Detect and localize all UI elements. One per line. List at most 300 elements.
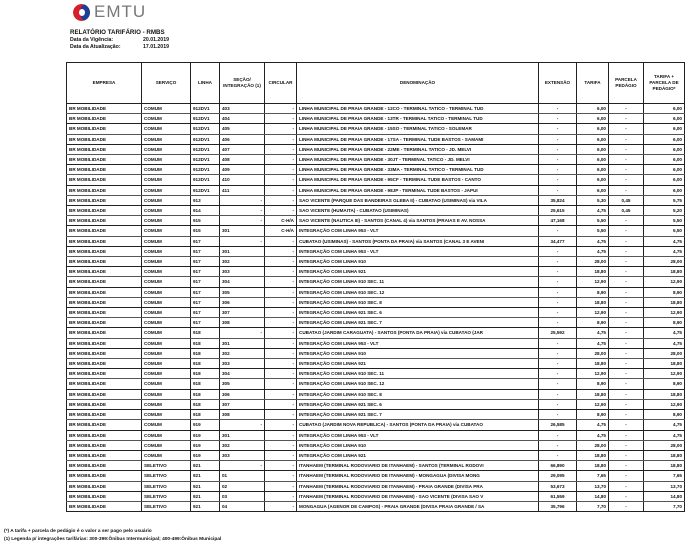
cell-extensao: - — [539, 134, 577, 144]
cell-servico: SELETIVO — [142, 481, 191, 491]
cell-tarifa-total: 14,80 — [644, 491, 685, 501]
cell-circular: - — [265, 206, 297, 216]
cell-tarifa: 18,80 — [577, 450, 609, 460]
cell-tarifa-total: 12,90 — [644, 399, 685, 409]
cell-linha: 918 — [191, 328, 220, 338]
table-row — [67, 175, 685, 185]
table-row — [67, 359, 685, 369]
cell-secao: 307 — [220, 399, 265, 409]
cell-linha: 912DV1 — [191, 114, 220, 124]
cell-empresa: BR MOBILIDADE — [67, 277, 142, 287]
cell-circular: - — [265, 399, 297, 409]
cell-empresa: BR MOBILIDADE — [67, 144, 142, 154]
cell-secao: 01 — [220, 471, 265, 481]
cell-tarifa-total: 5,50 — [644, 226, 685, 236]
cell-empresa: BR MOBILIDADE — [67, 175, 142, 185]
cell-extensao: 66,890 — [539, 461, 577, 471]
cell-tarifa: 4,75 — [577, 206, 609, 216]
cell-circular: - — [265, 491, 297, 501]
cell-linha: 912DV1 — [191, 165, 220, 175]
cell-parcela-pedagio: - — [609, 471, 644, 481]
cell-denominacao: LINHA MUNICIPAL DE PRAIA GRANDE - 95CF - TERMINAL TUDE BASTOS - CANTO — [297, 175, 539, 185]
table-row — [67, 348, 685, 358]
cell-secao: 411 — [220, 185, 265, 195]
cell-parcela-pedagio: - — [609, 216, 644, 226]
cell-linha: 917 — [191, 257, 220, 267]
cell-parcela-pedagio: - — [609, 348, 644, 358]
cell-parcela-pedagio: - — [609, 461, 644, 471]
cell-circular: C-H/A — [265, 216, 297, 226]
cell-empresa: BR MOBILIDADE — [67, 155, 142, 165]
cell-empresa: BR MOBILIDADE — [67, 379, 142, 389]
cell-parcela-pedagio: - — [609, 318, 644, 328]
cell-linha: 918 — [191, 348, 220, 358]
cell-denominacao: INTEGRAÇÃO COM LINHA 910 — [297, 257, 539, 267]
cell-denominacao: CUBATAO (USIMINAS) - SANTOS (PONTA DA PRAIA) via SANTOS (CANAL 3 E AVENI — [297, 236, 539, 246]
cell-parcela-pedagio: 0,45 — [609, 206, 644, 216]
cell-empresa: BR MOBILIDADE — [67, 348, 142, 358]
cell-linha: 912DV1 — [191, 104, 220, 114]
cell-empresa: BR MOBILIDADE — [67, 328, 142, 338]
cell-linha: 921 — [191, 481, 220, 491]
cell-extensao: - — [539, 348, 577, 358]
cell-secao: 302 — [220, 257, 265, 267]
cell-parcela-pedagio: - — [609, 287, 644, 297]
cell-parcela-pedagio: - — [609, 440, 644, 450]
cell-linha: 917 — [191, 246, 220, 256]
cell-denominacao: INTEGRAÇÃO COM LINHA 921 SEC. 6 — [297, 308, 539, 318]
cell-linha: 918 — [191, 399, 220, 409]
cell-parcela-pedagio: - — [609, 185, 644, 195]
cell-servico: COMUM — [142, 277, 191, 287]
table-row — [67, 318, 685, 328]
cell-servico: COMUM — [142, 379, 191, 389]
cell-tarifa: 7,65 — [577, 471, 609, 481]
cell-servico: COMUM — [142, 104, 191, 114]
cell-extensao: - — [539, 379, 577, 389]
cell-denominacao: INTEGRAÇÃO COM LINHA 921 SEC. 7 — [297, 410, 539, 420]
column-header-tarifa-total: TARIFA + PARCELA DE PEDÁGIO* — [644, 63, 685, 104]
cell-denominacao: ITANHAEM (TERMINAL RODOVIARIO DE ITANHAEM) - SAO VICENTE (DIVISA SAO V — [297, 491, 539, 501]
cell-servico: COMUM — [142, 287, 191, 297]
cell-tarifa-total: 12,90 — [644, 308, 685, 318]
cell-linha: 918 — [191, 410, 220, 420]
vigencia-value: 20.01.2019 — [143, 37, 169, 43]
cell-empresa: BR MOBILIDADE — [67, 165, 142, 175]
cell-linha: 921 — [191, 471, 220, 481]
table-row — [67, 226, 685, 236]
cell-denominacao: LINHA MUNICIPAL DE PRAIA GRANDE - 15SO - TERMINAL TATICO - SOLEMAR — [297, 124, 539, 134]
cell-tarifa: 12,90 — [577, 369, 609, 379]
cell-parcela-pedagio: - — [609, 114, 644, 124]
cell-empresa: BR MOBILIDADE — [67, 257, 142, 267]
cell-linha: 913 — [191, 195, 220, 205]
cell-extensao: - — [539, 369, 577, 379]
cell-secao: 306 — [220, 297, 265, 307]
cell-circular: - — [265, 450, 297, 460]
cell-empresa: BR MOBILIDADE — [67, 226, 142, 236]
cell-servico: COMUM — [142, 430, 191, 440]
cell-denominacao: LINHA MUNICIPAL DE PRAIA GRANDE - 12CO - TERMINAL TATICO - TERMINAL TUD — [297, 104, 539, 114]
column-header-circular: CIRCULAR — [265, 63, 297, 104]
cell-extensao: 29,095 — [539, 471, 577, 481]
cell-circular: - — [265, 348, 297, 358]
cell-secao: 301 — [220, 338, 265, 348]
table-row — [67, 328, 685, 338]
cell-extensao: - — [539, 440, 577, 450]
cell-servico: COMUM — [142, 348, 191, 358]
cell-extensao: 47,168 — [539, 216, 577, 226]
table-row — [67, 481, 685, 491]
cell-servico: COMUM — [142, 216, 191, 226]
cell-tarifa: 5,50 — [577, 216, 609, 226]
table-row — [67, 195, 685, 205]
cell-servico: COMUM — [142, 338, 191, 348]
cell-denominacao: INTEGRAÇÃO COM LINHA 921 — [297, 267, 539, 277]
cell-tarifa: 6,00 — [577, 185, 609, 195]
column-header-secao: SEÇÃO/ INTEGRAÇÃO (1) — [220, 63, 265, 104]
cell-tarifa: 18,80 — [577, 267, 609, 277]
cell-circular: - — [265, 114, 297, 124]
cell-circular: - — [265, 287, 297, 297]
cell-linha: 919 — [191, 420, 220, 430]
cell-denominacao: INTEGRAÇÃO COM LINHA 953 - VLT — [297, 430, 539, 440]
cell-circular: - — [265, 277, 297, 287]
cell-linha: 918 — [191, 369, 220, 379]
cell-empresa: BR MOBILIDADE — [67, 124, 142, 134]
table-body — [67, 104, 685, 512]
table-row — [67, 185, 685, 195]
cell-tarifa: 8,90 — [577, 318, 609, 328]
column-header-extensao: EXTENSÃO — [539, 63, 577, 104]
cell-servico: COMUM — [142, 297, 191, 307]
cell-parcela-pedagio: - — [609, 399, 644, 409]
cell-tarifa-total: 4,75 — [644, 236, 685, 246]
footnote-tariff: (*) A tarifa + parcela de pedágio é o valor a ser pago pelo usuário — [4, 529, 152, 534]
cell-tarifa-total: 4,75 — [644, 328, 685, 338]
cell-extensao: 34,477 — [539, 236, 577, 246]
cell-tarifa: 7,70 — [577, 501, 609, 511]
tariff-table — [66, 62, 685, 512]
cell-denominacao: ITANHAEM (TERMINAL RODOVIARIO DE ITANHAEM) - PRAIA GRANDE (DIVISA PRA — [297, 481, 539, 491]
cell-linha: 918 — [191, 379, 220, 389]
cell-secao: 303 — [220, 267, 265, 277]
cell-parcela-pedagio: - — [609, 308, 644, 318]
atualizacao-line — [70, 44, 169, 50]
cell-parcela-pedagio: - — [609, 297, 644, 307]
cell-linha: 915 — [191, 226, 220, 236]
table-row — [67, 124, 685, 134]
cell-denominacao: INTEGRAÇÃO COM LINHA 910 SEC. 11 — [297, 369, 539, 379]
cell-secao: 303 — [220, 359, 265, 369]
cell-tarifa-total: 7,70 — [644, 501, 685, 511]
cell-empresa: BR MOBILIDADE — [67, 267, 142, 277]
atualizacao-label: Data da Atualização: — [70, 44, 121, 50]
cell-tarifa: 4,75 — [577, 236, 609, 246]
cell-linha: 917 — [191, 267, 220, 277]
cell-extensao: - — [539, 287, 577, 297]
cell-tarifa: 6,00 — [577, 104, 609, 114]
cell-tarifa: 8,90 — [577, 379, 609, 389]
cell-extensao: - — [539, 359, 577, 369]
cell-servico: COMUM — [142, 124, 191, 134]
cell-extensao: - — [539, 185, 577, 195]
cell-extensao: - — [539, 257, 577, 267]
cell-extensao: 35,824 — [539, 195, 577, 205]
cell-circular: - — [265, 481, 297, 491]
cell-secao: 02 — [220, 481, 265, 491]
cell-circular: - — [265, 236, 297, 246]
cell-extensao: - — [539, 104, 577, 114]
cell-linha: 918 — [191, 359, 220, 369]
cell-empresa: BR MOBILIDADE — [67, 369, 142, 379]
cell-parcela-pedagio: - — [609, 420, 644, 430]
cell-tarifa-total: 18,80 — [644, 461, 685, 471]
vigencia-label: Data da Vigência: — [70, 37, 114, 43]
cell-tarifa: 4,75 — [577, 246, 609, 256]
cell-tarifa-total: 8,90 — [644, 410, 685, 420]
cell-tarifa-total: 6,00 — [644, 134, 685, 144]
table-row — [67, 450, 685, 460]
emtu-logo — [73, 3, 146, 21]
table-row — [67, 461, 685, 471]
cell-secao: 301 — [220, 430, 265, 440]
cell-tarifa-total: 4,75 — [644, 246, 685, 256]
cell-linha: 917 — [191, 277, 220, 287]
table-row — [67, 257, 685, 267]
cell-parcela-pedagio: - — [609, 389, 644, 399]
cell-empresa: BR MOBILIDADE — [67, 104, 142, 114]
cell-denominacao: INTEGRAÇÃO COM LINHA 953 - VLT — [297, 226, 539, 236]
cell-tarifa: 12,90 — [577, 308, 609, 318]
table-row — [67, 369, 685, 379]
cell-empresa: BR MOBILIDADE — [67, 430, 142, 440]
cell-tarifa-total: 18,80 — [644, 359, 685, 369]
column-header-parcela-pedagio: PARCELA PEDÁGIO — [609, 63, 644, 104]
cell-servico: COMUM — [142, 450, 191, 460]
cell-circular: - — [265, 369, 297, 379]
cell-tarifa: 28,00 — [577, 440, 609, 450]
cell-empresa: BR MOBILIDADE — [67, 297, 142, 307]
cell-empresa: BR MOBILIDADE — [67, 236, 142, 246]
cell-extensao: 61,559 — [539, 491, 577, 501]
cell-secao: 304 — [220, 369, 265, 379]
atualizacao-value: 17.01.2019 — [143, 44, 169, 50]
cell-tarifa-total: 13,70 — [644, 481, 685, 491]
cell-tarifa-total: 8,90 — [644, 379, 685, 389]
cell-parcela-pedagio: - — [609, 124, 644, 134]
cell-denominacao: INTEGRAÇÃO COM LINHA 910 SEC. 12 — [297, 287, 539, 297]
cell-linha: 917 — [191, 287, 220, 297]
cell-empresa: BR MOBILIDADE — [67, 114, 142, 124]
cell-circular: - — [265, 328, 297, 338]
table-row — [67, 471, 685, 481]
cell-linha: 921 — [191, 461, 220, 471]
table-row — [67, 216, 685, 226]
cell-empresa: BR MOBILIDADE — [67, 216, 142, 226]
table-row — [67, 410, 685, 420]
cell-tarifa-total: 5,75 — [644, 195, 685, 205]
cell-circular: - — [265, 461, 297, 471]
cell-denominacao: SAO VICENTE (NAUTICA III) - SANTOS (CANAL 4) via SANTOS (PRAIAS E AV. NOSSA — [297, 216, 539, 226]
cell-circular: - — [265, 134, 297, 144]
cell-empresa: BR MOBILIDADE — [67, 318, 142, 328]
table-row — [67, 144, 685, 154]
cell-secao: 302 — [220, 348, 265, 358]
cell-linha: 919 — [191, 450, 220, 460]
cell-tarifa: 6,00 — [577, 155, 609, 165]
cell-linha: 921 — [191, 501, 220, 511]
cell-secao: 307 — [220, 308, 265, 318]
cell-denominacao: INTEGRAÇÃO COM LINHA 910 SEC. 11 — [297, 277, 539, 287]
emtu-logo-icon — [73, 4, 90, 21]
cell-extensao: - — [539, 124, 577, 134]
cell-empresa: BR MOBILIDADE — [67, 246, 142, 256]
cell-circular: - — [265, 420, 297, 430]
cell-denominacao: INTEGRAÇÃO COM LINHA 953 - VLT — [297, 246, 539, 256]
cell-circular: - — [265, 175, 297, 185]
cell-secao: 308 — [220, 318, 265, 328]
cell-denominacao: INTEGRAÇÃO COM LINHA 953 - VLT — [297, 338, 539, 348]
column-header-servico: SERVIÇO — [142, 63, 191, 104]
vigencia-line — [70, 37, 169, 43]
cell-extensao: - — [539, 338, 577, 348]
cell-linha: 917 — [191, 236, 220, 246]
cell-secao: 308 — [220, 410, 265, 420]
cell-parcela-pedagio: - — [609, 410, 644, 420]
cell-linha: 917 — [191, 318, 220, 328]
table-row — [67, 287, 685, 297]
cell-tarifa: 6,00 — [577, 134, 609, 144]
cell-servico: COMUM — [142, 114, 191, 124]
cell-tarifa-total: 28,00 — [644, 257, 685, 267]
table-row — [67, 267, 685, 277]
cell-empresa: BR MOBILIDADE — [67, 134, 142, 144]
cell-extensao: 35,796 — [539, 501, 577, 511]
cell-secao: - — [220, 461, 265, 471]
cell-tarifa-total: 28,00 — [644, 348, 685, 358]
cell-tarifa: 5,50 — [577, 226, 609, 236]
cell-servico: COMUM — [142, 420, 191, 430]
cell-extensao: - — [539, 430, 577, 440]
cell-tarifa: 28,00 — [577, 348, 609, 358]
cell-circular: - — [265, 185, 297, 195]
cell-parcela-pedagio: - — [609, 328, 644, 338]
cell-linha: 915 — [191, 216, 220, 226]
cell-tarifa: 6,00 — [577, 175, 609, 185]
cell-linha: 921 — [191, 491, 220, 501]
cell-circular: - — [265, 379, 297, 389]
cell-servico: COMUM — [142, 155, 191, 165]
cell-empresa: BR MOBILIDADE — [67, 420, 142, 430]
cell-tarifa-total: 28,00 — [644, 440, 685, 450]
cell-secao: 403 — [220, 104, 265, 114]
cell-tarifa: 6,00 — [577, 124, 609, 134]
cell-servico: COMUM — [142, 226, 191, 236]
table-row — [67, 501, 685, 511]
cell-empresa: BR MOBILIDADE — [67, 389, 142, 399]
cell-circular: - — [265, 104, 297, 114]
cell-tarifa-total: 8,90 — [644, 287, 685, 297]
cell-denominacao: LINHA MUNICIPAL DE PRAIA GRANDE - 98JP - TERMINAL TUDE BASTOS - JAPUI — [297, 185, 539, 195]
cell-tarifa-total: 4,75 — [644, 420, 685, 430]
cell-denominacao: INTEGRAÇÃO COM LINHA 921 SEC. 7 — [297, 318, 539, 328]
cell-empresa: BR MOBILIDADE — [67, 195, 142, 205]
cell-empresa: BR MOBILIDADE — [67, 359, 142, 369]
cell-tarifa-total: 6,00 — [644, 144, 685, 154]
cell-secao: 305 — [220, 379, 265, 389]
cell-empresa: BR MOBILIDADE — [67, 185, 142, 195]
cell-tarifa: 4,75 — [577, 430, 609, 440]
cell-secao: 305 — [220, 287, 265, 297]
cell-parcela-pedagio: - — [609, 257, 644, 267]
cell-tarifa-total: 18,80 — [644, 297, 685, 307]
cell-secao: 306 — [220, 389, 265, 399]
cell-secao: 410 — [220, 175, 265, 185]
cell-empresa: BR MOBILIDADE — [67, 461, 142, 471]
cell-secao: 302 — [220, 440, 265, 450]
cell-secao: 301 — [220, 246, 265, 256]
cell-tarifa: 8,90 — [577, 287, 609, 297]
table-row — [67, 308, 685, 318]
cell-extensao: - — [539, 175, 577, 185]
cell-tarifa-total: 7,65 — [644, 471, 685, 481]
cell-parcela-pedagio: - — [609, 450, 644, 460]
cell-denominacao: SAO VICENTE (PARQUE DAS BANDEIRAS GLEBA II) - CUBATAO (USIMINAS) via VILA — [297, 195, 539, 205]
cell-linha: 912DV1 — [191, 144, 220, 154]
table-row — [67, 430, 685, 440]
cell-tarifa: 14,80 — [577, 491, 609, 501]
table-row — [67, 440, 685, 450]
cell-tarifa-total: 6,00 — [644, 185, 685, 195]
cell-tarifa: 8,90 — [577, 410, 609, 420]
cell-empresa: BR MOBILIDADE — [67, 206, 142, 216]
table-row — [67, 134, 685, 144]
cell-linha: 918 — [191, 338, 220, 348]
cell-linha: 917 — [191, 308, 220, 318]
cell-parcela-pedagio: - — [609, 104, 644, 114]
cell-parcela-pedagio: - — [609, 430, 644, 440]
cell-extensao: - — [539, 267, 577, 277]
cell-tarifa-total: 6,00 — [644, 155, 685, 165]
table-row — [67, 155, 685, 165]
cell-denominacao: INTEGRAÇÃO COM LINHA 910 — [297, 348, 539, 358]
cell-tarifa-total: 6,00 — [644, 114, 685, 124]
cell-linha: 914 — [191, 206, 220, 216]
logo-text: EMTU — [94, 2, 147, 21]
cell-empresa: BR MOBILIDADE — [67, 491, 142, 501]
cell-tarifa-total: 4,75 — [644, 338, 685, 348]
table-row — [67, 246, 685, 256]
cell-denominacao: INTEGRAÇÃO COM LINHA 910 SEC. 12 — [297, 379, 539, 389]
cell-tarifa-total: 6,00 — [644, 175, 685, 185]
cell-denominacao: INTEGRAÇÃO COM LINHA 921 SEC. 6 — [297, 399, 539, 409]
column-header-denominacao: DENOMINAÇÃO — [297, 63, 539, 104]
table-row — [67, 297, 685, 307]
cell-denominacao: MONGAGUA (AGENOR DE CAMPOS) - PRAIA GRANDE (DIVISA PRAIA GRANDE / SA — [297, 501, 539, 511]
table-row — [67, 277, 685, 287]
cell-linha: 912DV1 — [191, 134, 220, 144]
cell-circular: - — [265, 338, 297, 348]
cell-tarifa-total: 6,00 — [644, 124, 685, 134]
cell-extensao: - — [539, 410, 577, 420]
cell-extensao: - — [539, 318, 577, 328]
cell-empresa: BR MOBILIDADE — [67, 399, 142, 409]
cell-servico: SELETIVO — [142, 471, 191, 481]
cell-extensao: - — [539, 389, 577, 399]
cell-servico: COMUM — [142, 195, 191, 205]
cell-circular: - — [265, 410, 297, 420]
